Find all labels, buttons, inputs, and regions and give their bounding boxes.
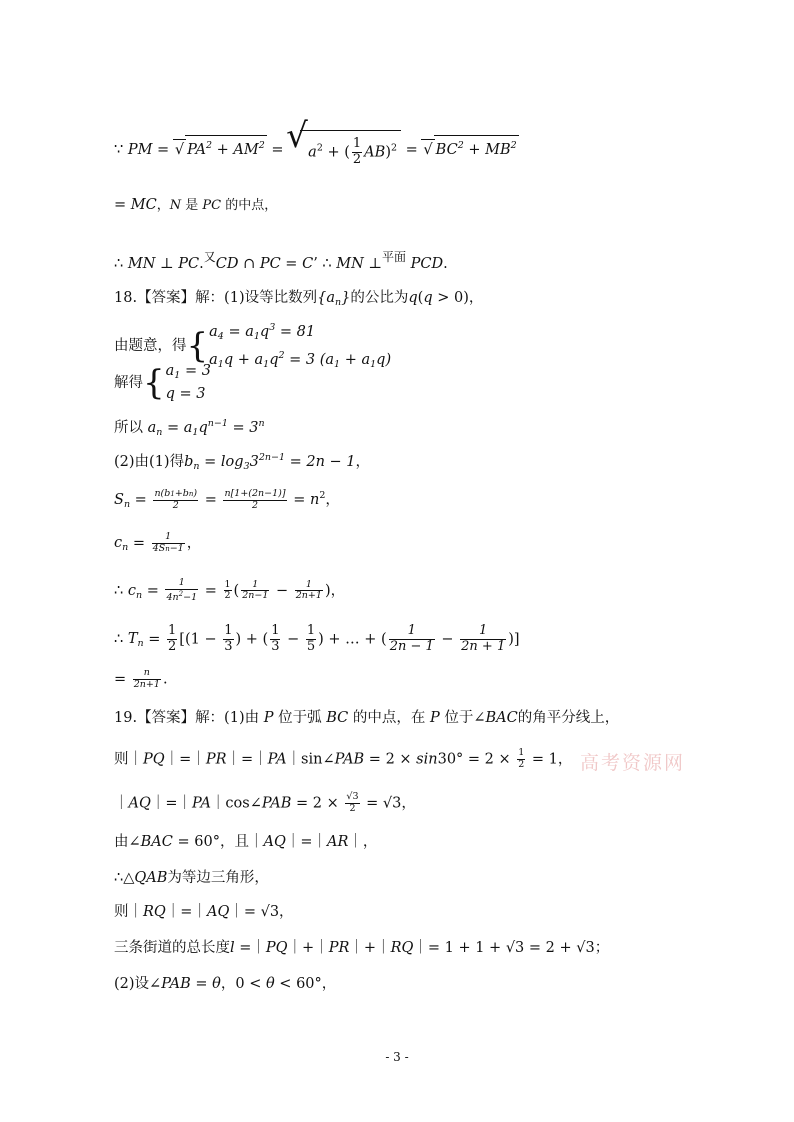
q18-sn-formula: $S_n$ = $\frac{n(b1+bn)}{2}$ = $\frac{n[1+(2n-1)]}{2}$ = $n^2$， xyxy=(114,487,340,511)
n-midpoint-text: ，N 是 PC 的中点， xyxy=(156,198,278,213)
q19-pq-pr: 则｜PQ｜=｜PR｜=｜PA｜sin∠PAB = 2 × sin30° = 2 × $\frac{1}{2}$ = 1， xyxy=(114,747,573,770)
q19-intro: 19.【答案】解：(1)由 P 位于弧 BC 的中点，在 P 位于∠BAC的角平分线上， xyxy=(114,710,620,726)
q19-total-length: 三条街道的总长度l =｜PQ｜+｜PR｜+｜RQ｜= 1 + 1 + √3 = 2 + √3； xyxy=(114,940,610,956)
q18-system-2: 解得{ $a_1 = 3$ q = 3 xyxy=(114,363,211,403)
q18-number: 18. xyxy=(114,290,138,306)
watermark-text: 高考资源网 xyxy=(580,752,686,774)
q18-cn-split: ∴ $c_n$ = $\frac{1}{4n^2-1}$ = $\frac{1}{2}$ ( $\frac{1}{2n-1}$ − $\frac{1}{2n+1}$ )， xyxy=(114,577,346,603)
q18-tn-result: = $\frac{n}{2n+1}$ . xyxy=(114,667,168,690)
q18-bn-formula: (2)由(1)得$b_n = \log_33^{2n-1} = 2n - 1$， xyxy=(114,452,371,472)
q19-answer-tag: 【答案】 xyxy=(137,710,196,726)
line-mc xyxy=(114,195,277,216)
page-number: - 3 - xyxy=(385,1050,409,1064)
q19-rq: 则｜RQ｜=｜AQ｜= √3， xyxy=(114,904,294,920)
line-pm-equation: ∵ PM = √ $PA^2 + AM^2$ = √ $a^2$ + ( $\frac{1}{2}$ AB)$^2$ = √ $BC^2 + MB^2$ xyxy=(114,130,519,170)
q19-aq: ｜AQ｜=｜PA｜cos∠PAB = 2 × $\frac{√3}{2}$ = √3， xyxy=(114,791,416,814)
q18-answer-tag: 【答案】 xyxy=(137,290,196,306)
q18-cn-def: $c_n$ = $\frac{1}{4Sn-1}$ ， xyxy=(114,531,202,554)
line-mn-perp: ∴ MN ⊥ PC.$^又$CD ∩ PC = C’ ∴ MN ⊥$^{平面}$ PCD. xyxy=(114,250,448,272)
q18-an-formula: 所以 $a_n = a_1q^{n-1} = 3^n$ xyxy=(114,418,265,438)
sqrt-pa-am: √ xyxy=(173,139,186,160)
eq-mc: = MC xyxy=(114,197,157,213)
q18-tn-sum: ∴ $T_n$ = $\frac{1}{2}$ [(1 − $\frac{1}{3}$ ) + ( $\frac{1}{3}$ − $\frac{1}{5}$ ) + … + ( $\frac{1}{2n - 1}$ − $\frac{1}{2n + 1}$ )] xyxy=(114,623,520,654)
q19-number: 19. xyxy=(114,710,138,726)
therefore-pm: ∵ PM = xyxy=(114,141,174,158)
q19-angle: 由∠BAC = 60°，且｜AQ｜=｜AR｜， xyxy=(114,834,378,850)
q19-equilateral: ∴△QAB为等边三角形， xyxy=(114,870,269,886)
q18-intro: 18.【答案】解：(1)设等比数列$\{a_n\}$的公比为q(q > 0)， xyxy=(114,290,484,308)
q18-system-1: 由题意，得{ $a_4 = a_1q^3 = 81$ $a_1q + a_1q^2 = 3$ $(a_1 + a_1q)$ xyxy=(114,322,392,370)
q19-part2: (2)设∠PAB = θ，0 < θ < 60°， xyxy=(114,976,337,992)
